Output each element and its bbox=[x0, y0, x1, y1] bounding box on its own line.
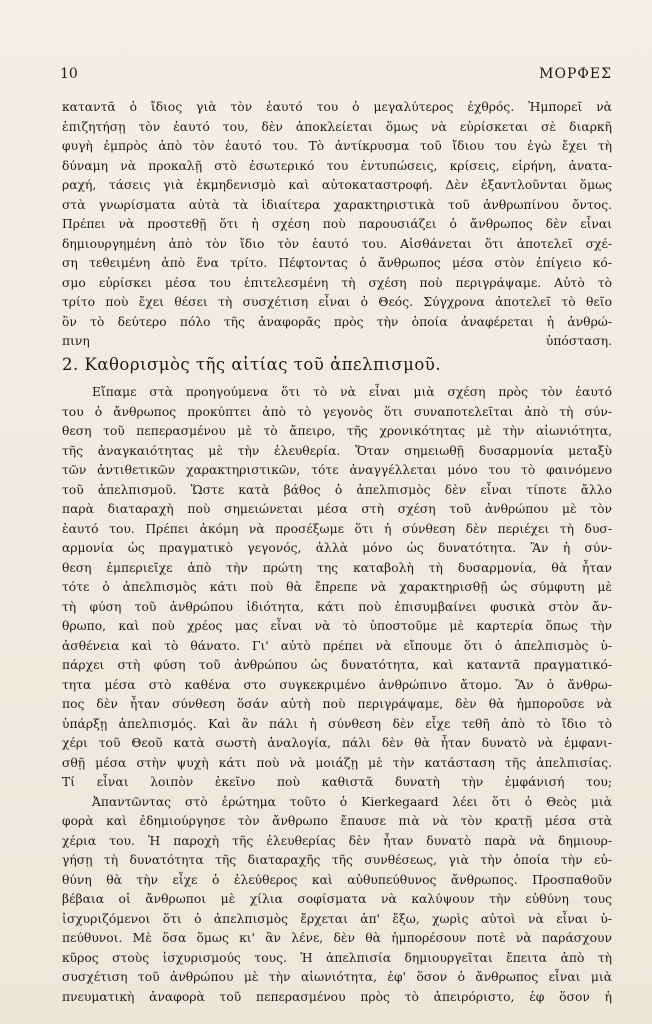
text-line: φυγὴ ἐμπρὸς ἀπὸ τὸν ἑαυτό του. Τὸ ἀντίκρυσμα τοῦ ἴδιου του ἐγὼ ἔχει τὴ bbox=[62, 139, 612, 153]
text-line: τῆς ἀναγκαιότητας μὲ τὴν ἐλευθερία. Ὅταν σημειωθῇ δυσαρμονία μεταξὺ bbox=[62, 443, 612, 458]
text-line: πος δὲν ἦταν σύνθεση ὅσάν αὐτὴ ποὺ περιγράψαμε, δὲν θὰ ἠμποροῦσε νὰ bbox=[62, 697, 612, 711]
text-line: Πρέπει νὰ προστεθῇ ὅτι ἡ σχέση ποὺ παρουσιάζει ὁ ἄνθρωπος δὲν εἶναι bbox=[62, 217, 612, 231]
text-line: πάρχει στὴ φύση τοῦ ἀνθρώπου ὡς δυνατότητα, καὶ καταντᾶ πραγματικό- bbox=[62, 658, 612, 672]
text-line: πνευματικὴ ἀναφορὰ τοῦ πεπερασμένου πρὸς τὸ ἀπειρόριστο, ἐφ ὅσον ἡ bbox=[62, 989, 612, 1004]
text-line: θεση ἐμπεριεῖχε ἀπὸ τὴν πρώτη της καταβολὴ τὴ δυσαρμονία, θὰ ἦταν bbox=[62, 560, 612, 575]
text-line: γήσῃ τὴ δυνατότητα τῆς διαταραχῆς τῆς συνθέσεως, γιὰ τὴν ὁποία τὴν εὐ- bbox=[62, 853, 612, 867]
text-line: Ἀπαντῶντας στὸ ἐρώτημα τοῦτο ὁ Kierkegaard λέει ὅτι ὁ Θεὸς μιὰ bbox=[92, 794, 612, 809]
text-line: ὑπάρξῃ ἀπελπισμός. Καὶ ἂν πάλι ἡ σύνθεση δὲν εἶχε τεθῆ ἀπὸ τὸ ἴδιο τὸ bbox=[62, 716, 612, 731]
text-line: ση τεθειμένη ἀπὸ ἕνα τρίτο. Πέφτοντας ὁ ἄνθρωπος μέσα στὸν ἐπίγειο κό- bbox=[62, 256, 612, 270]
text-line: τότε ὁ ἀπελπισμὸς κάτι ποὺ θὰ ἔπρεπε νὰ χαρακτηρισθῇ ὡς σύμφυτη μὲ bbox=[62, 580, 612, 594]
text-line: ἐπιζητήσῃ τὸν ἑαυτό του, δὲν ἀποκλείεται ὅμως νὰ εὑρίσκεται σὲ διαρκῆ bbox=[62, 119, 612, 134]
text-line: τὴ φύση τοῦ ἀνθρώπου ἰδιότητα, κάτι ποὺ ἐπισυμβαίνει φυσικὰ στὸν ἄν- bbox=[62, 599, 612, 614]
text-line: καταντᾶ ὁ ἴδιος γιὰ τὸν ἑαυτό του ὁ μεγαλύτερος ἐχθρός. Ἠμπορεῖ νὰ bbox=[62, 100, 612, 114]
text-line: ἑαυτό του. Πρέπει ἀκόμη νὰ προσέξωμε ὅτι ἡ σύνθεση δὲν περιέχει τὴ δυσ- bbox=[62, 521, 612, 536]
text-line: ὂν τὸ δεύτερο πόλο τῆς ἀναφορᾶς πρὸς τὴν ὁποία ἀναφέρεται ἡ ἀνθρώ- bbox=[62, 314, 612, 329]
text-line: Τί εἶναι λοιπὸν ἐκεῖνο ποὺ καθιστᾶ δυνατὴ τὴν ἐμφάνισή του; bbox=[62, 775, 612, 789]
text-line: θρωπο, καὶ ποὺ χρέος μας εἶναι νὰ τὸ ὑποστοῦμε μὲ καρτερία ὅπως τὴν bbox=[62, 619, 612, 633]
text-line: του ὁ ἄνθρωπος προκύπτει ἀπὸ τὸ γεγονὸς ὅτι συναποτελεῖται ἀπὸ τὴ σύν- bbox=[62, 404, 612, 419]
text-line: ἰσχυριζόμενοι ὅτι ὁ ἀπελπισμὸς ἔρχεται ἀπ' ἔξω, χωρὶς αὐτοὶ νὰ εἶναι ὑ- bbox=[62, 911, 612, 926]
text-line: ἀσθένεια καὶ τὸ θάνατο. Γι' αὐτὸ πρέπει νὰ εἴπουμε ὅτι ὁ ἀπελπισμὸς ὑ- bbox=[62, 638, 612, 653]
running-head: ΜΟΡΦΕΣ bbox=[539, 66, 612, 82]
text-line: σθῇ μέσα στὴν ψυχὴ κάτι ποὺ νὰ μοιάζῃ μὲ τὴν κατάσταση τῆς ἀπελπισίας. bbox=[62, 755, 612, 770]
text-line: θύνη θὰ τὴν εἶχε ὁ ἐλεύθερος καὶ αὐθυπεύθυνος ἄνθρωπος. Προσπαθοῦν bbox=[62, 872, 612, 887]
text-line: ραχή, τάσεις γιὰ ἐκμηδενισμὸ καὶ αὐτοκαταστροφή. Δὲν ἐξαντλοῦνται ὅμως bbox=[62, 178, 612, 192]
text-line: δημιουργημένη ἀπὸ τὸν ἴδιο τὸν ἑαυτό του. Αἰσθάνεται ὅτι ἀποτελεῖ σχέ- bbox=[62, 236, 612, 251]
text-line: χέρι τοῦ Θεοῦ κατὰ σωστὴ ἀναλογία, πάλι δὲν θὰ ἦταν δυνατὸ νὰ ἐμφανι- bbox=[62, 736, 612, 750]
text-line: αρμονία ὡς πραγματικὸ γεγονός, ἀλλὰ μόνο ὡς δυνατότητα. Ἂν ἡ σύν- bbox=[62, 541, 612, 555]
text-line: πεύθυνοι. Μὲ ὅσα ὅμως κι' ἂν λένε, δὲν θὰ ἠμπορέσουν ποτὲ νὰ παράσχουν bbox=[62, 931, 612, 945]
text-line: δύναμη νὰ προκαλῇ στὸ ἐσωτερικό του ἐντυπώσεις, κρίσεις, εἰρήνη, ἀνατα- bbox=[62, 158, 612, 173]
section-heading: 2. Καθορισμὸς τῆς αἰτίας τοῦ ἀπελπισμοῦ. bbox=[62, 355, 442, 374]
text-line: τητα μέσα στὸ καθένα στο συγκεκριμένο ἀνθρώπινο ἄτομο. Ἂν ὁ ἄνθρω- bbox=[62, 677, 612, 692]
text-line: τῶν ἀντιθετικῶν χαρακτηριστικῶν, τότε ἀναγγέλλεται μόνο του τὸ φαινόμενο bbox=[62, 463, 612, 477]
text-line: βέβαια οἱ ἄνθρωποι μὲ χίλια σοφίσματα νὰ καλύψουν τὴν εὐθύνη τους bbox=[62, 892, 612, 906]
text-line: στὰ γνωρίσματα αὐτὰ τὰ ἰδιαίτερα χαρακτηριστικὰ τοῦ ἀνθρωπίνου ὄντος. bbox=[62, 197, 612, 212]
text-line: σμο εὑρίσκει μέσα του ἐπιτελεσμένη τὴ σχέση ποὺ περιγράψαμε. Αὐτὸ τὸ bbox=[62, 275, 612, 290]
text-line: Εἴπαμε στὰ προηγούμενα ὅτι τὸ νὰ εἶναι μιὰ σχέση πρὸς τὸν ἑαυτό bbox=[92, 385, 612, 399]
text-line: τρίτο ποὺ ἔχει θέσει τὴ συσχέτιση εἶναι ὁ Θεός. Σύγχρονα ἀποτελεῖ τὸ θεῖο bbox=[62, 295, 612, 309]
text-line: θεση τοῦ πεπερασμένου μὲ τὸ ἄπειρο, τῆς χρονικότητας μὲ τὴν αἰωνιότητα, bbox=[62, 424, 612, 438]
section-body bbox=[62, 383, 612, 1007]
text-line: παρὰ διαταραχὴ ποὺ σημειώνεται μέσα στὴ σχέση τοῦ ἀνθρώπου μὲ τὸν bbox=[62, 502, 612, 516]
text-line: συσχέτιση τοῦ ἀνθρώπου μὲ τὴν αἰωνιότητα, ἐφ' ὅσον ὁ ἄνθρωπος εἶναι μιὰ bbox=[62, 970, 612, 984]
text-line: φορὰ καὶ ἐδημιούργησε τὸν ἄνθρωπο ἔπαυσε πιὰ νὰ τὸν κρατῇ μέσα στὰ bbox=[62, 814, 612, 828]
text-line: πινη ὑπόσταση. bbox=[62, 334, 612, 348]
text-line: τοῦ ἀπελπισμοῦ. Ὥστε κατὰ βάθος ὁ ἀπελπισμὸς δὲν εἶναι τίποτε ἄλλο bbox=[62, 482, 612, 497]
top-paragraph bbox=[62, 98, 612, 352]
text-line: χέρια του. Ἡ παροχὴ τῆς ἐλευθερίας δὲν ἦταν δυνατὸ παρὰ νὰ δημιουρ- bbox=[62, 833, 612, 848]
page-number: 10 bbox=[60, 66, 78, 82]
page-header bbox=[60, 66, 612, 86]
text-line: κῦρος στοὺς ἰσχυρισμούς τους. Ἡ ἀπελπισία δημιουργεῖται ἔπειτα ἀπὸ τὴ bbox=[62, 950, 612, 965]
